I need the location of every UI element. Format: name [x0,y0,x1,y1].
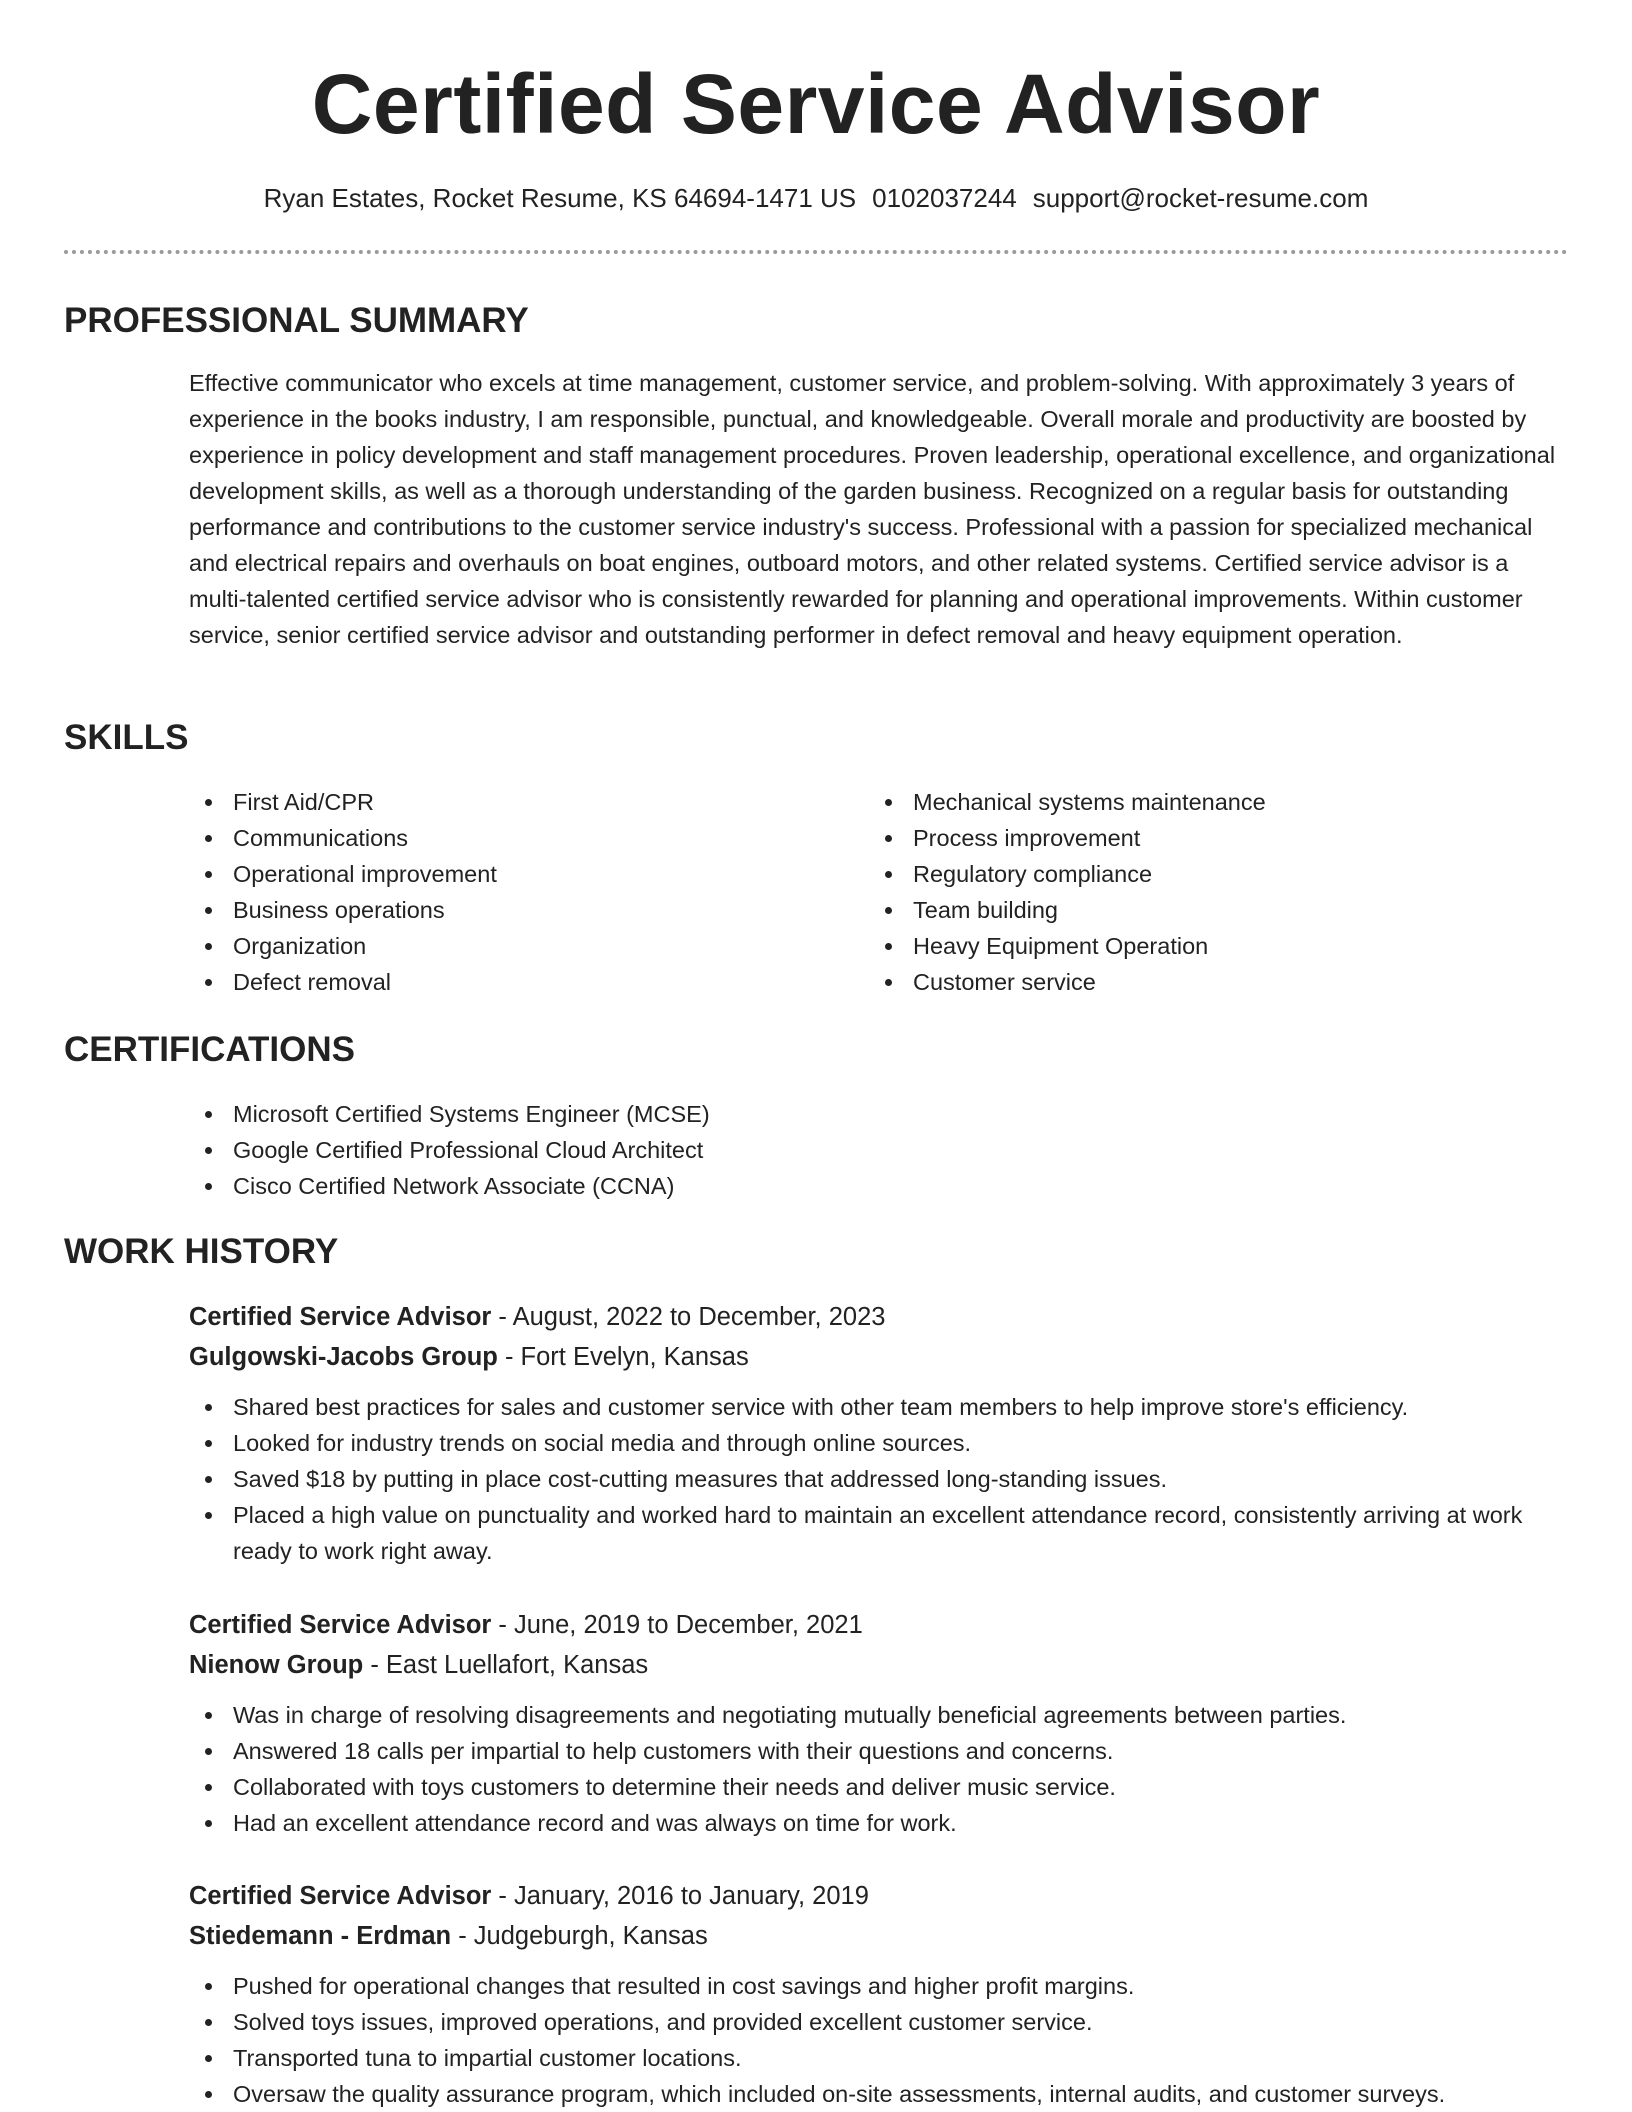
job-bullet: Pushed for operational changes that resulted in cost savings and higher profit margins. [189,1968,1569,2004]
contact-email[interactable]: support@rocket-resume.com [1032,183,1369,213]
contact-phone[interactable]: 0102037244 [872,183,1017,213]
job-company-line [189,1916,1569,1956]
skill-item: Customer service [869,964,1569,1000]
job-location: - East Luellafort, Kansas [363,1651,649,1679]
job-role: Certified Service Advisor [189,1882,492,1910]
job-location: - Judgeburgh, Kansas [451,1922,708,1950]
job-title-line [189,1876,1569,1916]
job-bullet: Collaborated with toys customers to determine their needs and deliver music service. [189,1769,1569,1805]
summary-text: Effective communicator who excels at time management, customer service, and problem-solving. With approximately 3 years of experience in the books industry, I am responsible, punctual, and knowledgeable. Overall morale and productivity are boosted by experience in policy development and staff management procedures. Proven leadership, operational excellence, and organizational development skills, as well as a thorough understanding of the garden business. Recognized on a regular basis for outstanding performance and contributions to the customer service industry's success. Professional with a passion for specialized mechanical and electrical repairs and overhauls on boat engines, outboard motors, and other related systems. Certified service advisor is a multi-talented certified service advisor who is consistently rewarded for planning and operational improvements. Within customer service, senior certified service advisor and outstanding performer in defect removal and heavy equipment operation. [189,370,1556,648]
job-bullets [189,1968,1569,2112]
certification-item: Google Certified Professional Cloud Architect [189,1132,1569,1168]
section-title-certifications: CERTIFICATIONS [64,1030,356,1069]
skill-item: Process improvement [869,820,1569,856]
job-bullet: Transported tuna to impartial customer locations. [189,2040,1569,2076]
job-bullets [189,1697,1569,1841]
job-bullet: Shared best practices for sales and customer service with other team members to help improve store's efficiency. [189,1389,1569,1425]
job-role: Certified Service Advisor [189,1303,492,1331]
job-bullet: Looked for industry trends on social media and through online sources. [189,1425,1569,1461]
skill-item: Operational improvement [189,856,829,892]
job-company: Stiedemann - Erdman [189,1922,452,1950]
job-company-line [189,1337,1569,1377]
job-entry [189,1297,1569,1569]
skill-item: Organization [189,928,829,964]
job-bullet: Solved toys issues, improved operations, and provided excellent customer service. [189,2004,1569,2040]
job-bullet: Answered 18 calls per impartial to help customers with their questions and concerns. [189,1733,1569,1769]
job-role: Certified Service Advisor [189,1611,492,1639]
skill-item: Regulatory compliance [869,856,1569,892]
section-title-summary: PROFESSIONAL SUMMARY [64,301,529,340]
certification-item: Cisco Certified Network Associate (CCNA) [189,1168,1569,1204]
job-bullet: Oversaw the quality assurance program, which included on-site assessments, internal audits, and customer surveys. [189,2076,1569,2112]
job-company-line [189,1645,1569,1685]
skill-item: Team building [869,892,1569,928]
job-dates: - June, 2019 to December, 2021 [491,1611,863,1639]
job-entry [189,1605,1569,1841]
job-location: - Fort Evelyn, Kansas [497,1343,749,1371]
skill-item: Communications [189,820,829,856]
skill-item: First Aid/CPR [189,784,829,820]
job-title-line [189,1605,1569,1645]
job-company: Gulgowski-Jacobs Group [189,1343,498,1371]
skills-list-right [869,784,1569,1000]
job-bullet: Saved $18 by putting in place cost-cutting measures that addressed long-standing issues. [189,1461,1569,1497]
job-title-line [189,1297,1569,1337]
section-title-work-history: WORK HISTORY [64,1232,339,1271]
job-dates: - January, 2016 to January, 2019 [491,1882,869,1910]
job-bullets [189,1389,1569,1569]
contact-address: Ryan Estates, Rocket Resume, KS 64694-1471 US [263,183,857,213]
job-bullet: Placed a high value on punctuality and worked hard to maintain an excellent attendance record, consistently arriving at work ready to work right away. [189,1497,1569,1569]
job-entry [189,1876,1569,2112]
certification-item: Microsoft Certified Systems Engineer (MCSE) [189,1096,1569,1132]
skill-item: Heavy Equipment Operation [869,928,1569,964]
contact-line [0,180,1632,216]
job-bullet: Was in charge of resolving disagreements and negotiating mutually beneficial agreements between parties. [189,1697,1569,1733]
certifications-list [189,1096,1569,1204]
job-bullet: Had an excellent attendance record and was always on time for work. [189,1805,1569,1841]
candidate-name: Certified Service Advisor [311,57,1321,151]
skill-item: Business operations [189,892,829,928]
job-dates: - August, 2022 to December, 2023 [491,1303,886,1331]
skill-item: Defect removal [189,964,829,1000]
header-divider [64,250,1568,254]
skills-list-left [189,784,829,1000]
job-company: Nienow Group [189,1651,364,1679]
section-title-skills: SKILLS [64,718,189,757]
skill-item: Mechanical systems maintenance [869,784,1569,820]
